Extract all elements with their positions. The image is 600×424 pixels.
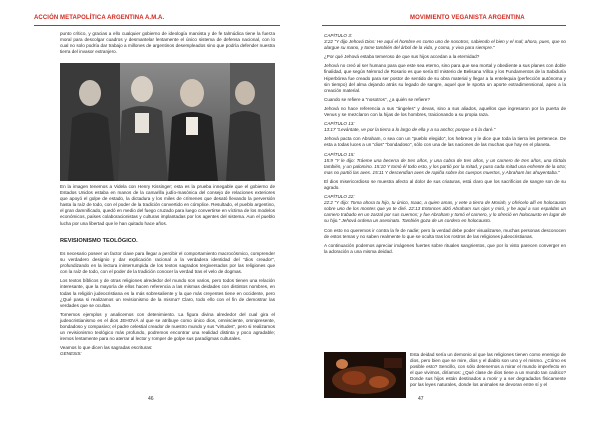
photo-caption: En la imagen tenemos a Videla con Henry Kissinger; esta es la prueba innegable que el gobierno de Estados Unidos estaba en manos de la camarilla judío-masónica del consejo de relaciones exteriores que apoyó el golpe de estado, la dictadura y los miles de crímenes que desató llevando la perversión hasta la raíz de todo, con el poder de la tradición convertido en cómplice. Resultado, el pueblo argentino, el gran damnificado, quedó en medio del fuego cruzado para luego convertirse en víctima de los modelos económicos, países colaboracionistas y culturas implantadas por los agentes del sistema. Aun el pueblo lucha por una libertad que le han quitado hace años. [60,184,275,226]
paragraph: Jehová pacta con Abraham, o sea con un "pueblo elegido", los hebreos y le dice que toda la tierra les pertenece. De esta a todas luces a un "dios" "bondadoso", sólo con una de las naciones de las muchas que hay en el planeta. [324,136,566,148]
paragraph: El dios misericordioso se muestra afecto al dolor de sus criaturas, está claro que los sacrificios de sangre son de su agrado. [324,178,566,190]
genesis-label: GENESIS: [60,351,82,357]
left-page-number: 46 [148,396,154,402]
section-heading: REVISIONISMO TEOLÓGICO. [60,238,138,244]
paragraph: Con esto no queremos ir contra la fe de nadie; pero la verdad debe poder visualizarse, muchas personas desconocen de estos temas y no saben realmente lo que se oculta tras los rostros de las religiones judeocristianas. [324,227,566,239]
paragraph: Jehová no creó al ser humano para que este sea eterno, sino para que sea mortal y obediente a sus planes con doble finalidad, que según Némrod de Rosario es que sería El misterio de Belisana Villca y los Fundamentos de la Sabiduría Hiperbórea fue creado para ser postor de sentido de su obra material y llegar a la entelequia (perfección autónoma y sin tiempo) del alma dejando atrás su legado de sangre, aquel que le sporta un aporte extradimensional, apeo a la creación material. [324,63,566,93]
right-page-header: MOVIMIENTO VEGANISTA ARGENTINA [410,15,525,21]
right-page [300,0,600,424]
chapter-label: CAPÍTULO 3: [324,33,353,38]
ritual-image [324,352,406,398]
paragraph: Jehová no hace referencia a sus "ángeles" y devas, sino a sus aliados, aquellos que ingresaron por la puerta de Venus y se mezclaron con la hijas de los hombres, traicionando a su propia raza. [324,105,566,118]
paragraph: ¿Por qué Jehová estaba temeroso de que sus hijos accedan a la eternidad? [324,54,480,60]
paragraph: Tomemos ejemplos y analicemos con detenimiento. La figura divina alrededor del cual gira el judeocristianismo es el dios JEHOVÁ al que se atribuye como único dios, omnisciente, omnipresente, bondadoso y compasivo; el padre celestial creador de nuestro mundo y sus "virtudes", pero si realizamos un revisionismo teológico más profundo, podremos encontrar una realidad distinta y poco agradable; iremos lentamente para no aterrar al lector y romper de golpe sus paradigmas culturales. [60,311,275,342]
paragraph: Cuando se refiere a "nosotros", ¿a quién se refiere? [324,96,430,102]
scripture-quote: 15:9 "Y le dijo: Tráeme una becerra de tres años, y una cabra de tres años, y un carnero de tres años, una tórtola también, y un palomino. 15:10 Y tomó él todo esto, y los partió por la mitad, y puso cada mitad una enfrente de la otra; mas no partió las aves. 15:11 Y descendían aves de rapiña sobre los cuerpos muertos, y Abraham las ahuyentaba." [324,157,566,175]
scripture-quote: 13:17 "Levántate, ve por la tierra a lo largo de ella y a su ancho; porque a ti la daré." [324,127,496,133]
left-intro-paragraph: punto crítico, y gracias a ello cualquier gobierno de ideología marxista y de fe talmúdica tiene la fuerza moral para descolgar cuadros y desmantelar lentamente el único sistema de defensa nacional, con lo cual no solo podría dar trabajo a millones de argentinos desempleados sino que podría defender nuestra tierra del invasor extranjero. [60,31,275,55]
chapter-label: CAPÍTULO 22: [324,194,355,200]
side-paragraph: Esta deidad sería un demonio al que las religiones tienen como enemigo de dios, pero bien que se mire, dios y el diablo son uno y el mismo. ¿Cómo es posible esto? Sencillo, con sólo detenernos a mirar el mundo imperfecto en el que vivimos, diríamos: ¿Qué clase de dios tiene a un mundo tan caótico? Donde sus hijos están destinados a morir y a ser degradados físicamente por las leyes naturales, donde los animales se devoran entre sí y el [410,352,566,388]
left-header-rule [34,25,280,26]
right-header-rule [322,25,566,26]
scripture-quote: 22:2 "Y dijo: Toma ahora tu hijo, tu único, Isaac, a quien amas, y vete a tierra de Moriah, y ofrécelo allí en holocausto sobre uno de los montes que yo te diré. 22:13 Entonces alzó Abraham sus ojos y miró, y he aquí a sus espaldas un carnero trabado en un zarzal por sus cuernos; y fue Abraham y tomó el carnero, y lo ofreció en holocausto en lugar de su hijo." Jehová ordena un asesinato. También goza de un cordero en holocausto. [324,200,566,224]
historical-photo [60,63,275,181]
right-body [324,31,566,258]
paragraph: Los textos bíblicos y de otras religiones alrededor del mundo son varios, pero todos tienen una relación interesante, que la mayoría de ellos hacen referencia a las mismas deidades con distintos nombres, en todas la religión judeocristiana es la más sobresaliente y la que más creyentes tiene en occidente, pero ¿Qué pasa si realizamos un revisionismo de la misma? Claro, todo ello con el fin de demostrar las verdades que se ocultan. [60,278,275,308]
left-body-paragraphs [60,251,275,361]
paragraph: Es necesario poseer un factor clave para llegar a percibir el comportamiento macrocósmico, comprender su verdadero designio y dar explicación racional a la verdadera identidad del "dios creador", profundizando en la lectura ininterrumpida de los textos sagrados tergiversados por las religiones que con la raíz de todo, con el poder de la tradición conocer la verdad tras el velo de dogmas. [60,251,275,275]
scripture-quote: 3:22 "Y dijo Jehová Dios: He aquí el hombre es como uno de nosotros, sabiendo el bien y el mal; ahora, pues, que no alargue su mano, y tome también del árbol de la vida, y coma, y viva para siempre." [324,39,566,51]
left-page-header: ACCIÓN METAPOLÍTICA ARGENTINA A.M.A. [34,15,165,21]
paragraph: A continuación podemos apreciar imágenes fuertes sobre rituales sangrientos, que por lo visto parecen converger en la adoración a una misma deidad. [324,242,566,254]
photo-illustration [60,63,275,181]
paragraph: Veamos lo que dicen las sagradas escrituras: [60,345,153,351]
ritual-illustration [324,352,406,398]
right-page-number: 47 [418,396,424,402]
chapter-label: CAPÍTULO 13: [324,121,355,127]
chapter-label: CAPÍTULO 15: [324,151,355,157]
